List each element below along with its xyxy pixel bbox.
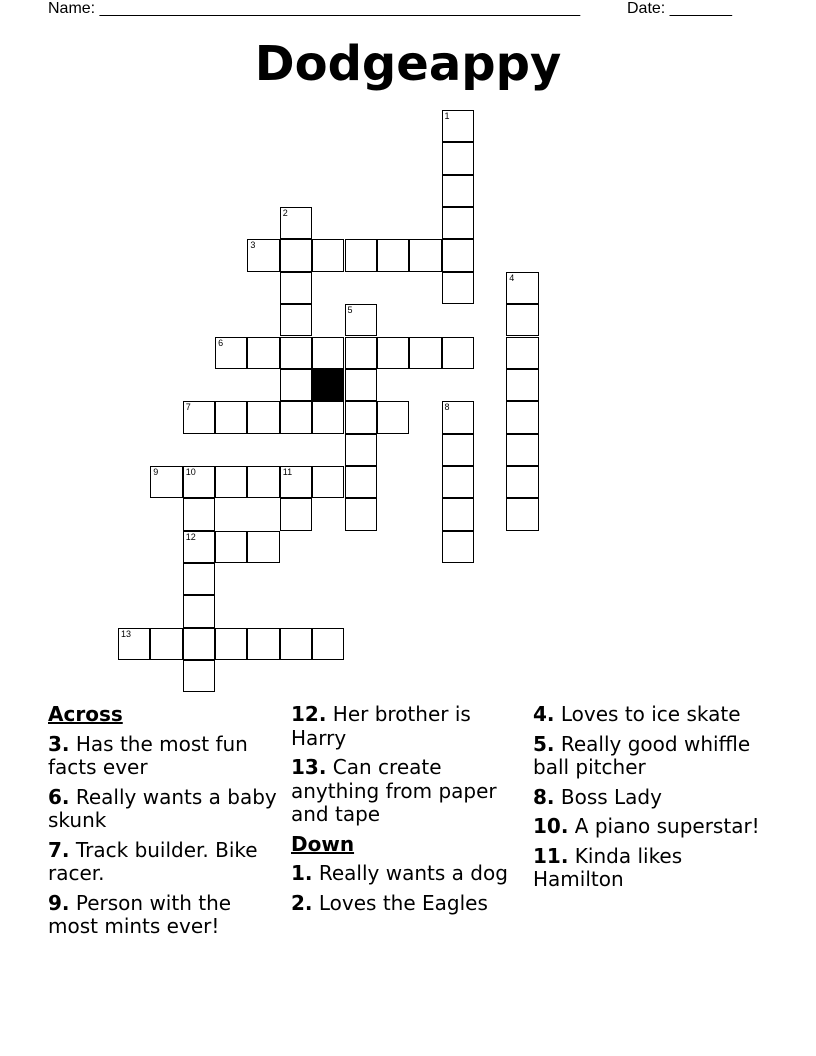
clue-number: 3. bbox=[48, 731, 70, 756]
grid-cell[interactable] bbox=[345, 239, 377, 271]
grid-cell[interactable] bbox=[247, 337, 279, 369]
grid-cell[interactable] bbox=[442, 498, 474, 530]
clue-text: A piano superstar! bbox=[568, 814, 760, 838]
grid-cell[interactable] bbox=[506, 498, 538, 530]
clue-text: Her brother is Harry bbox=[291, 702, 471, 750]
clue-column-1 bbox=[48, 703, 278, 945]
grid-cell[interactable] bbox=[506, 337, 538, 369]
grid-cell[interactable] bbox=[442, 239, 474, 271]
grid-cell[interactable] bbox=[280, 628, 312, 660]
grid-cell[interactable] bbox=[506, 272, 538, 304]
clue-number: 13. bbox=[291, 755, 327, 779]
cell-number: 8 bbox=[444, 402, 450, 413]
grid-cell[interactable] bbox=[183, 466, 215, 498]
grid-cell[interactable] bbox=[442, 531, 474, 563]
grid-cell[interactable] bbox=[183, 498, 215, 530]
grid-cell[interactable] bbox=[345, 466, 377, 498]
grid-cell[interactable] bbox=[506, 434, 538, 466]
clue-number: 11. bbox=[533, 843, 569, 868]
grid-cell[interactable] bbox=[506, 304, 538, 336]
cell-number: 13 bbox=[121, 628, 132, 639]
grid-cell[interactable] bbox=[377, 239, 409, 271]
clue-number: 12. bbox=[291, 702, 327, 726]
grid-cell[interactable] bbox=[118, 628, 150, 660]
grid-cell[interactable] bbox=[280, 304, 312, 336]
clue-text: Can create anything from paper and tape bbox=[291, 755, 497, 826]
cell-number: 1 bbox=[444, 111, 450, 121]
down-clue bbox=[533, 815, 773, 839]
grid-cell[interactable] bbox=[280, 369, 312, 401]
cell-number: 3 bbox=[250, 240, 256, 251]
clue-number: 2. bbox=[291, 890, 313, 915]
name-field-label: Name: ______________________________________________________ bbox=[48, 0, 581, 17]
down-heading: Down bbox=[291, 831, 355, 856]
grid-cell[interactable] bbox=[345, 304, 377, 336]
grid-cell[interactable] bbox=[442, 337, 474, 369]
clue-text: Person with the most mints ever! bbox=[48, 890, 232, 938]
grid-cell[interactable] bbox=[215, 401, 247, 433]
grid-cell[interactable] bbox=[150, 628, 182, 660]
grid-cell[interactable] bbox=[312, 401, 344, 433]
grid-cell[interactable] bbox=[506, 369, 538, 401]
grid-cell[interactable] bbox=[215, 531, 247, 563]
across-clue bbox=[48, 839, 278, 886]
clue-number: 10. bbox=[533, 814, 569, 838]
cell-number: 2 bbox=[282, 208, 288, 219]
grid-cell[interactable] bbox=[312, 337, 344, 369]
cell-number: 9 bbox=[153, 466, 159, 477]
grid-cell[interactable] bbox=[442, 142, 474, 174]
grid-cell[interactable] bbox=[442, 466, 474, 498]
clue-text: Really wants a dog bbox=[312, 861, 508, 885]
grid-cell[interactable] bbox=[280, 239, 312, 271]
grid-cell[interactable] bbox=[409, 337, 441, 369]
grid-cell[interactable] bbox=[247, 401, 279, 433]
cell-number: 5 bbox=[347, 305, 353, 316]
grid-cell[interactable] bbox=[247, 239, 279, 271]
down-clue bbox=[533, 845, 773, 892]
grid-cell[interactable] bbox=[345, 434, 377, 466]
clue-text: Has the most fun facts ever bbox=[48, 731, 248, 779]
grid-cell[interactable] bbox=[247, 466, 279, 498]
down-clue bbox=[291, 892, 521, 916]
clue-number: 1. bbox=[291, 861, 313, 885]
grid-cell[interactable] bbox=[442, 207, 474, 239]
cell-number: 11 bbox=[282, 466, 293, 477]
grid-cell[interactable] bbox=[280, 207, 312, 239]
clue-text: Track builder. Bike racer. bbox=[48, 837, 258, 885]
clue-text: Loves to ice skate bbox=[554, 702, 741, 726]
grid-cell[interactable] bbox=[377, 337, 409, 369]
grid-cell[interactable] bbox=[345, 369, 377, 401]
grid-cell[interactable] bbox=[442, 434, 474, 466]
grid-cell[interactable] bbox=[280, 337, 312, 369]
across-clue bbox=[291, 756, 521, 827]
grid-cell[interactable] bbox=[183, 660, 215, 692]
grid-block bbox=[312, 369, 344, 401]
grid-cell[interactable] bbox=[247, 531, 279, 563]
grid-cell[interactable] bbox=[377, 401, 409, 433]
grid-cell[interactable] bbox=[409, 239, 441, 271]
grid-cell[interactable] bbox=[183, 401, 215, 433]
across-clue bbox=[291, 703, 521, 750]
grid-cell[interactable] bbox=[442, 175, 474, 207]
clue-number: 4. bbox=[533, 702, 555, 726]
down-clue bbox=[533, 703, 773, 727]
clue-number: 6. bbox=[48, 784, 70, 809]
across-heading: Across bbox=[48, 702, 123, 726]
across-clue bbox=[48, 786, 278, 833]
cell-number: 7 bbox=[185, 402, 191, 413]
grid-cell[interactable] bbox=[506, 466, 538, 498]
cell-number: 10 bbox=[185, 466, 196, 477]
grid-cell[interactable] bbox=[183, 563, 215, 595]
grid-cell[interactable] bbox=[183, 595, 215, 627]
clue-column-3 bbox=[533, 703, 773, 898]
down-clue bbox=[533, 786, 773, 810]
clue-text: Really wants a baby skunk bbox=[48, 784, 277, 832]
clue-column-2 bbox=[291, 703, 521, 921]
clue-number: 5. bbox=[533, 731, 555, 756]
cell-number: 12 bbox=[185, 531, 196, 542]
cell-number: 4 bbox=[509, 272, 515, 283]
grid-cell[interactable] bbox=[215, 337, 247, 369]
down-clue bbox=[291, 862, 521, 886]
clue-text: Boss Lady bbox=[554, 784, 662, 809]
grid-cell[interactable] bbox=[150, 466, 182, 498]
across-clue bbox=[48, 892, 278, 939]
across-clue bbox=[48, 733, 278, 780]
grid-cell[interactable] bbox=[280, 272, 312, 304]
puzzle-title: Dodgeappy bbox=[254, 36, 562, 92]
grid-cell[interactable] bbox=[506, 401, 538, 433]
down-clue bbox=[533, 733, 773, 780]
grid-cell[interactable] bbox=[183, 628, 215, 660]
clue-number: 7. bbox=[48, 837, 70, 862]
clue-text: Kinda likes Hamilton bbox=[533, 843, 683, 891]
grid-cell[interactable] bbox=[183, 531, 215, 563]
grid-cell[interactable] bbox=[345, 498, 377, 530]
grid-cell[interactable] bbox=[247, 628, 279, 660]
clue-number: 9. bbox=[48, 890, 70, 915]
grid-cell[interactable] bbox=[442, 401, 474, 433]
grid-cell[interactable] bbox=[312, 466, 344, 498]
grid-cell[interactable] bbox=[280, 401, 312, 433]
clue-text: Loves the Eagles bbox=[312, 890, 488, 915]
grid-cell[interactable] bbox=[312, 628, 344, 660]
grid-cell[interactable] bbox=[215, 628, 247, 660]
grid-cell[interactable] bbox=[442, 272, 474, 304]
grid-cell[interactable] bbox=[312, 239, 344, 271]
clue-number: 8. bbox=[533, 784, 555, 809]
cell-number: 6 bbox=[218, 337, 224, 348]
grid-cell[interactable] bbox=[280, 498, 312, 530]
grid-cell[interactable] bbox=[345, 401, 377, 433]
clue-text: Really good whiffle ball pitcher bbox=[533, 731, 751, 779]
grid-cell[interactable] bbox=[215, 466, 247, 498]
grid-cell[interactable] bbox=[442, 110, 474, 142]
grid-cell[interactable] bbox=[280, 466, 312, 498]
date-field-label: Date: _______ bbox=[627, 0, 732, 17]
grid-cell[interactable] bbox=[345, 337, 377, 369]
